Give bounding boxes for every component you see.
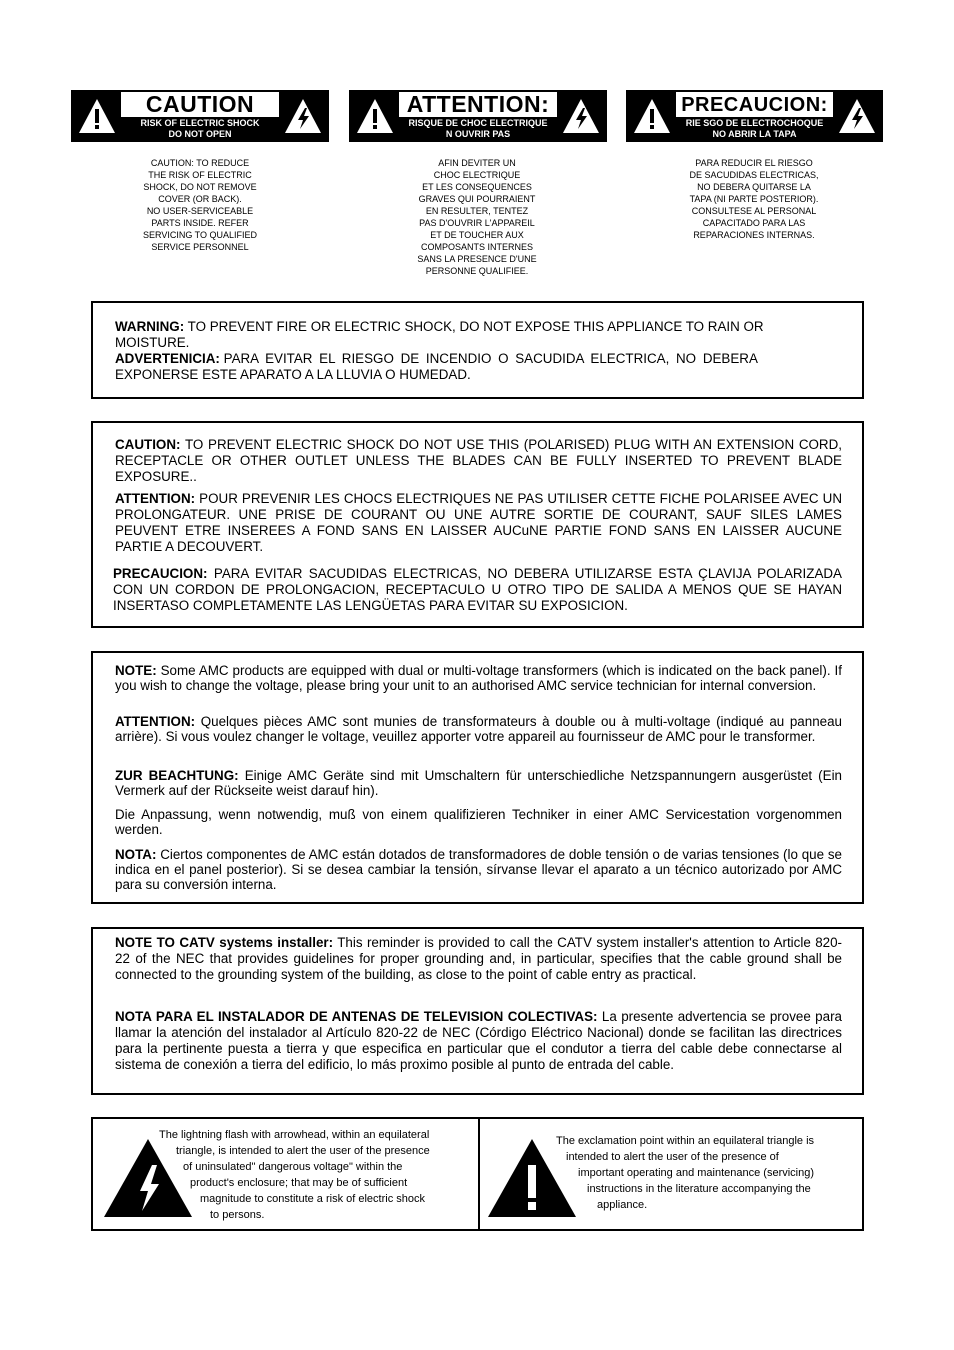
note-line: SERVICING TO QUALIFIED (142, 230, 258, 240)
desc-line: to persons. (210, 1209, 265, 1221)
catv-es-head: NOTA PARA EL INSTALADOR DE ANTENAS DE TELEVISION COLECTIVAS: (115, 1009, 598, 1024)
note-line: AFIN DEVITER UN (438, 158, 516, 168)
lightning-description (159, 1127, 479, 1223)
label-sub-2: DO NOT OPEN (168, 128, 232, 139)
desc-line: triangle, is intended to alert the user of the presence (176, 1145, 430, 1157)
lightning-symbol-cell (93, 1119, 480, 1229)
plug-en (115, 437, 842, 485)
plug-fr (115, 491, 842, 555)
attention-label (349, 90, 607, 142)
catv-es (115, 1009, 842, 1073)
note-line: REPARACIONES INTERNAS. (693, 230, 815, 240)
lightning-warning-icon (833, 92, 881, 140)
note-line: NO USER-SERVICEABLE (146, 206, 254, 216)
exclamation-warning-icon (628, 92, 676, 140)
note-line: PARTS INSIDE. REFER (151, 218, 249, 228)
desc-line: of uninsulated" dangerous voltage" within the (183, 1161, 403, 1173)
note-line: COMPOSANTS INTERNES (420, 242, 533, 252)
exclamation-symbol-cell (480, 1119, 862, 1229)
note-line: THE RISK OF ELECTRIC (148, 170, 252, 180)
voltage-fr-text: Quelques pièces AMC sont munies de transformateurs à double ou à multi-voltage (indiqué au panneau arrière). Si vous voulez changer le voltage, veuillez apporter votre appareil au fournisseur de AMC pour le transformer. (115, 714, 842, 744)
desc-line: instructions in the literature accompanying the (587, 1183, 811, 1195)
catv-en-head: NOTE TO CATV systems installer: (115, 935, 334, 950)
voltage-en-text: Some AMC products are equipped with dual or multi-voltage transformers (which is indicated on the back panel). If you wish to change the voltage, please bring your unit to an authorised AMC service technician for internal conversion. (115, 663, 842, 693)
voltage-en-head: NOTE: (115, 663, 157, 678)
warning-en (115, 319, 842, 351)
caution-note-fr (397, 157, 557, 277)
desc-line: The exclamation point within an equilateral triangle is (556, 1135, 815, 1147)
voltage-fr (115, 714, 842, 744)
label-sub-2: NO ABRIR LA TAPA (712, 128, 797, 139)
exclamation-description (556, 1133, 856, 1213)
voltage-es-text: Ciertos componentes de AMC están dotados de transformadores de doble tensión o de varias tensiones (lo que se indica en el panel posterior). Si se desea cambiar la tensión, sírvanse llevar el aparato a un técnico autorizado por AMC para su conversión interna. (115, 847, 842, 892)
catv-note-box (91, 927, 864, 1095)
label-sub-2: N OUVRIR PAS (445, 128, 511, 139)
label-title: CAUTION (145, 91, 255, 117)
plug-en-head: CAUTION: (115, 437, 181, 452)
desc-line: appliance. (597, 1199, 648, 1211)
warning-en-head: WARNING: (115, 319, 185, 334)
voltage-de-head: ZUR BEACHTUNG: (115, 768, 239, 783)
caution-note-en (120, 157, 280, 253)
warning-box (91, 301, 864, 399)
note-line: CAPACITADO PARA LAS (702, 218, 806, 228)
voltage-de-text: Einige AMC Geräte sind mit Umschaltern für unterschiedliche Netzspannungern ausgerüstet (Ein Vermerk auf der Rückseite weist darauf hin). (115, 768, 842, 798)
note-line: GRAVES QUI POURRAIENT (418, 194, 536, 204)
warning-es (115, 351, 842, 383)
warning-es-head: ADVERTENICIA: (115, 351, 220, 366)
note-line: DE SACUDIDAS ELECTRICAS, (689, 170, 819, 180)
warning-es-line2: EXPONERSE ESTE APARATO A LA LLUVIA O HUMEDAD. (115, 367, 471, 382)
exclamation-warning-icon (351, 92, 399, 140)
lightning-warning-icon (279, 92, 327, 140)
voltage-es (115, 847, 842, 892)
note-line: ET LES CONSEQUENCES (422, 182, 532, 192)
voltage-de-text-2: Die Anpassung, wenn notwendig, muß von einem qualifizieren Techniker in einer AMC Servicestation vorgenommen werden. (115, 807, 842, 837)
voltage-de (115, 768, 842, 798)
note-line: SHOCK, DO NOT REMOVE (143, 182, 257, 192)
desc-line: intended to alert the user of the presence of (566, 1151, 779, 1163)
plug-es-head: PRECAUCION: (113, 566, 208, 581)
label-title: ATTENTION: (406, 91, 550, 117)
note-line: CHOC ELECTRIQUE (433, 170, 521, 180)
voltage-fr-head: ATTENTION: (115, 714, 196, 729)
label-sub-1: RISK OF ELECTRIC SHOCK (140, 117, 260, 128)
note-line: PERSONNE QUALIFIEE. (425, 266, 529, 276)
caution-label (71, 90, 329, 142)
plug-caution-box (91, 421, 864, 628)
plug-es-text: PARA EVITAR SACUDIDAS ELECTRICAS, NO DEBERA UTILIZARSE ESTA ÇLAVIJA POLARIZADA CON UN CORDON DE PROLONGACION, RECEPTACULO U OTRO TIPO DE SALIDA A MENOS QUE SE HAYAN INSERTASO COMPLETAMENTE LAS LENGÜETAS PARA EVITAR SU EXPOSICION. (113, 566, 842, 613)
label-sub-1: RISQUE DE CHOC ELECTRIQUE (408, 117, 548, 128)
catv-en-text: This reminder is provided to call the CATV system installer's attention to Article 820-22 of the NEC that provides guidelines for proper grounding and, in particular, specifies that the cable ground shall be connected to the grounding system of the building, as close to the point of cable entry as practical. (115, 935, 842, 982)
plug-en-text: TO PREVENT ELECTRIC SHOCK DO NOT USE THIS (POLARISED) PLUG WITH AN EXTENSION CORD, RECEPTACLE OR OTHER OUTLET UNLESS THE BLADES CAN BE FULLY INSERTED TO PREVENT BLADE EXPOSURE.. (115, 437, 842, 484)
note-line: PAS D'OUVRIR L'APPAREIL (419, 218, 535, 228)
voltage-note-box (91, 651, 864, 904)
note-line: ET DE TOUCHER AUX (430, 230, 524, 240)
warning-en-line2: MOISTURE. (115, 335, 190, 350)
note-line: NO DEBERA QUITARSE LA (697, 182, 811, 192)
catv-es-text: La presente advertencia se provee para llamar la atención del instalador al Artículo 820-22 de NEC (Córdigo Eléctrico Nacional) donde se facilitan las directrices para la pertinente puesta a tierra y que especifica en particular que el condutor a tierra del cable debe connectarse al sistema de conexión a tierra del edificio, lo más proximo posible al punto de entrada del cable. (115, 1009, 842, 1072)
voltage-es-head: NOTA: (115, 847, 157, 862)
note-line: CAUTION: TO REDUCE (150, 158, 250, 168)
note-line: CONSULTESE AL PERSONAL (691, 206, 817, 216)
desc-line: important operating and maintenance (servicing) (578, 1167, 815, 1179)
warning-en-line1: TO PREVENT FIRE OR ELECTRIC SHOCK, DO NOT EXPOSE THIS APPLIANCE TO RAIN OR (187, 319, 764, 334)
note-line: COVER (OR BACK). (158, 194, 242, 204)
label-title: PRECAUCION: (681, 93, 828, 116)
precaucion-label (626, 90, 883, 142)
catv-en (115, 935, 842, 983)
note-line: TAPA (NI PARTE POSTERIOR). (689, 194, 819, 204)
lightning-warning-icon (557, 92, 605, 140)
plug-fr-head: ATTENTION: (115, 491, 196, 506)
desc-line: The lightning flash with arrowhead, within an equilateral (159, 1129, 430, 1141)
note-line: SERVICE PERSONNEL (151, 242, 249, 252)
note-line: PARA REDUCIR EL RIESGO (695, 158, 813, 168)
note-line: EN RESULTER, TENTEZ (425, 206, 529, 216)
desc-line: product's enclosure; that may be of sufficient (190, 1177, 408, 1189)
label-sub-1: RIE SGO DE ELECTROCHOQUE (685, 117, 824, 128)
exclamation-warning-icon (73, 92, 121, 140)
desc-line: magnitude to constitute a risk of electric shock (200, 1193, 425, 1205)
plug-fr-text: POUR PREVENIR LES CHOCS ELECTRIQUES NE PAS UTILISER CETTE FICHE POLARISEE AVEC UN PROLONGATEUR. UNE PRISE DE COURANT OU UNE AUTRE SORTIE DE COURANT, SAUF SILES LAMES PEUVENT ETRE INSEREES A FOND SANS EN LAISSER AUCuNE PARTIE FOND SANS EN LAISSER AUCUNE PARTIE A DECOUVERT. (115, 491, 842, 554)
symbols-box (91, 1117, 864, 1231)
plug-es (113, 566, 842, 614)
warning-es-line1: PARA EVITAR EL RIESGO DE INCENDIO O SACUDIDA ELECTRICA, NO DEBERA (223, 351, 758, 366)
voltage-de-2 (115, 807, 842, 837)
caution-note-es (674, 157, 834, 241)
voltage-en (115, 663, 842, 693)
note-line: SANS LA PRESENCE D'UNE (417, 254, 537, 264)
